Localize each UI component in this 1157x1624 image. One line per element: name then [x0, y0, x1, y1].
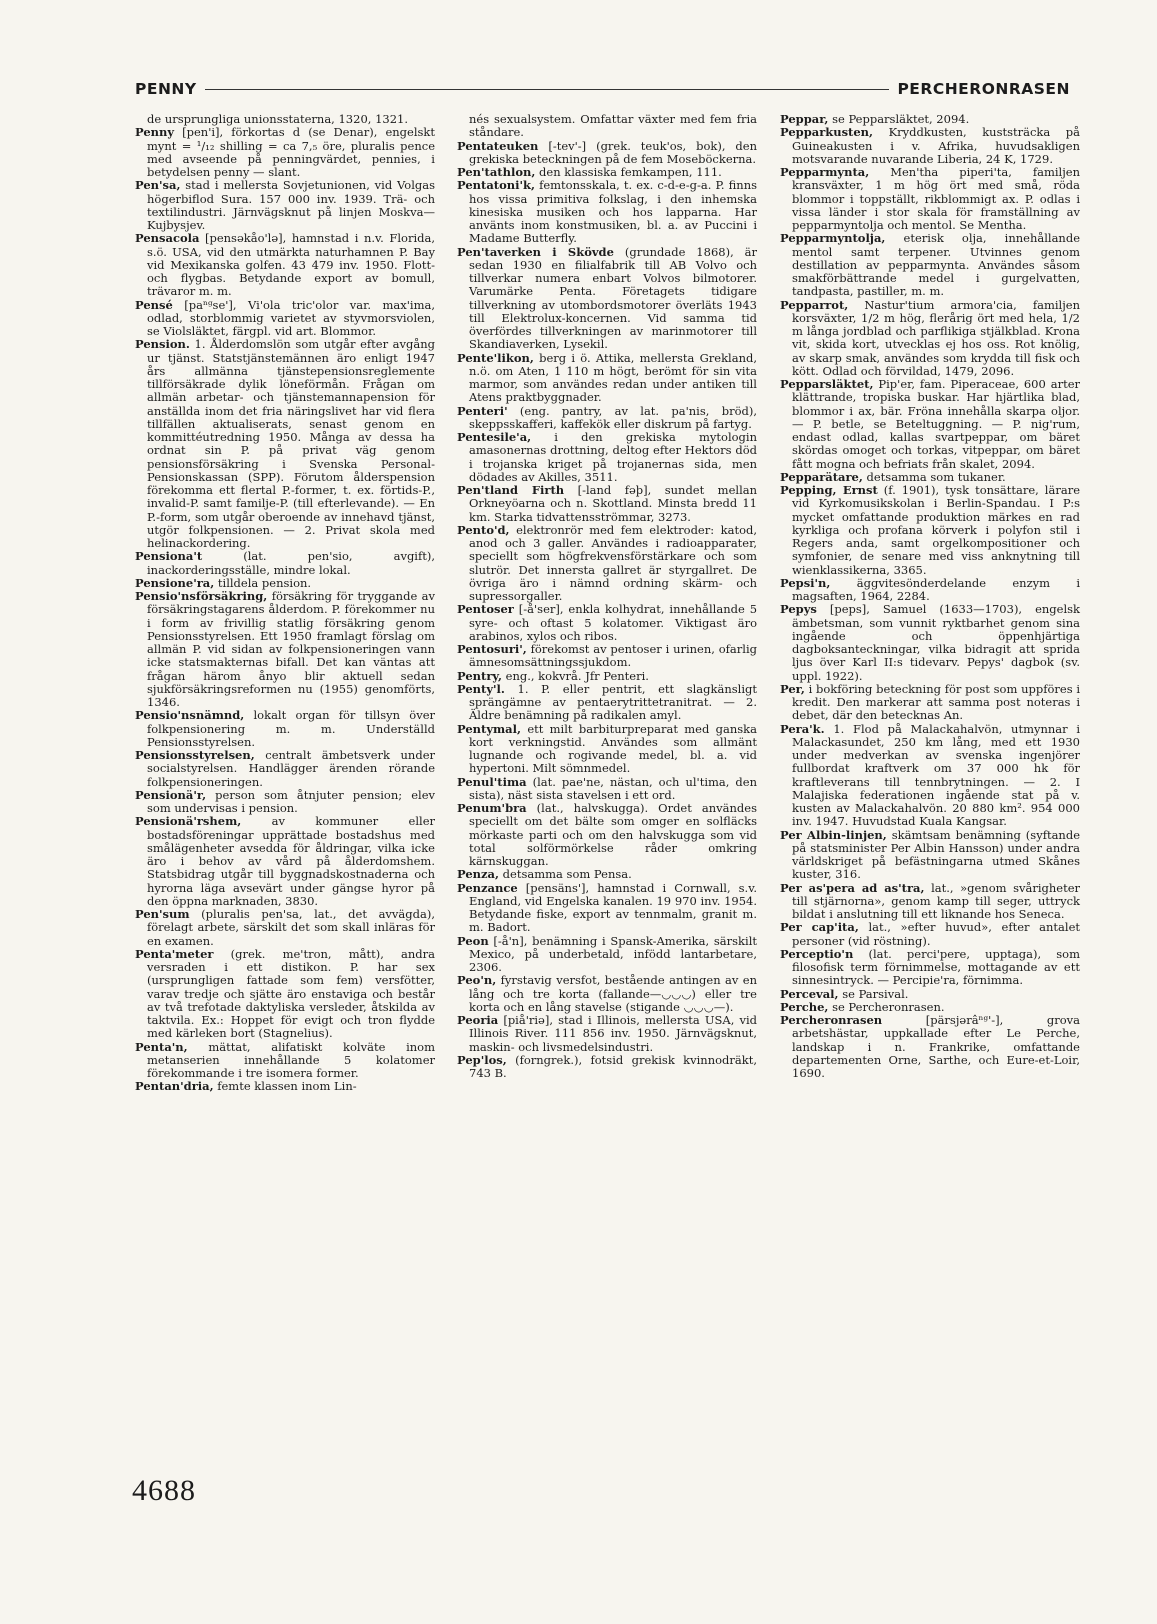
entry-text: äggvitesönderdelande enzym i magsaften, 1964, 2284. [792, 575, 1081, 603]
entry-text: [-å'ser], enkla kolhydrat, innehållande 5 syre- och oftast 5 kolatomer. Viktigast äro arabinos, xylos och ribos. [469, 602, 758, 643]
dictionary-entry [780, 166, 1080, 232]
header-right-keyword: PERCHERONRASEN [897, 80, 1070, 98]
entry-headword: Penty'l. [457, 681, 505, 696]
entry-headword: Pen'taverken i Skövde [457, 244, 614, 259]
entry-text: se Pepparsläktet, 2094. [832, 112, 970, 126]
dictionary-entry [135, 113, 435, 126]
entry-text: av kommuner eller bostadsföreningar upprättade bostadshus med smålägenheter avsedda för åldringar, vilka icke äro i behov av vård på ålderdomshem. Statsbidrag utgår till byggnadskostnaderna och hyrorna läga avsevärt under gängse hyror på den öppna marknaden, 3830. [147, 814, 435, 908]
entry-text: [-tev'-] (grek. teuk'os, bok), den grekiska beteckningen på de fem Moseböckerna. [469, 138, 758, 166]
entry-headword: Pensionä'r, [135, 787, 207, 802]
entry-headword: Penteri' [457, 403, 508, 418]
dictionary-entry [135, 550, 435, 577]
dictionary-entry [135, 709, 435, 749]
entry-headword: Pentan'dria, [135, 1079, 214, 1094]
entry-headword: Pen'sum [135, 907, 190, 921]
entry-headword: Per as'pera ad as'tra, [780, 880, 925, 895]
dictionary-entry [457, 776, 757, 803]
entry-text: lokalt organ för tillsyn över folkpensionering m. m. Underställd Pensionsstyrelsen. [147, 708, 435, 749]
dictionary-entry [457, 643, 757, 670]
dictionary-entry [135, 232, 435, 298]
dictionary-entry [457, 1014, 757, 1054]
entry-headword: Pente'likon, [457, 350, 534, 365]
entry-headword: Pensione'ra, [135, 575, 215, 590]
entry-headword: Pen'sa, [135, 178, 181, 193]
entry-headword: Pepparmynta, [780, 165, 870, 179]
entry-text: Nastur'tium armora'cia, familjen korsväxter, 1/2 m hög, flerårig ört med hela, 1/2 m långa jordblad och parflikiga stjälkblad. Krona vit, skida kort, utvecklas ej hos oss. Rot knölig, av skarp smak, användes som krydda till fisk och kött. Odlad och förvildad, 1479, 2096. [792, 297, 1080, 378]
dictionary-entry [457, 1054, 757, 1081]
dictionary-entry [135, 908, 435, 948]
entry-headword: Pepsi'n, [780, 575, 831, 590]
entry-text: Pip'er, fam. Piperaceae, 600 arter klättrande, tropiska buskar. Har hjärtlika blad, blommor i ax, bär. Fröna innehålla skarpa oljor. — P. betle, se Beteltuggning. — P. nig'rum, endast odlad, kallas svartpeppar, om bäret skördas omoget och torkas, vitpeppar, om bäret fått mogna och befriats från skalet, 2094. [792, 377, 1080, 471]
column-2 [457, 113, 757, 1080]
entry-text: Kryddkusten, kuststräcka på Guineakusten i v. Afrika, huvudsakligen motsvarande nuvarande Liberia, 24 K, 1729. [792, 125, 1080, 166]
dictionary-entry [780, 232, 1080, 298]
entry-text: nés sexualsystem. Omfattar växter med fem fria ståndare. [469, 112, 757, 140]
dictionary-entry [457, 405, 757, 432]
entry-text: försäkring för tryggande av försäkringstagarens ålderdom. P. förekommer nu i form av frivillig statlig försäkring genom Pensionsstyrelsen. Ett 1950 framlagt förslag om allmän P. vid sidan av folkpensioneringen vann icke statsmakternas bifall. Det kan väntas att frågan härom ånyo blir aktuell sedan sjukförsäkringsreformen nu (1955) genomförts, 1346. [147, 589, 435, 709]
dictionary-entry [780, 471, 1080, 484]
entry-text: [pen'i], förkortas d (se Denar), engelskt mynt = ¹/₁₂ shilling = ca 7,₅ öre, pluralis pence med avseende på penningvärdet, pennies, i betydelsen penny — slant. [147, 125, 435, 179]
entry-text: [-land fəþ], sundet mellan Orkneyöarna och n. Skottland. Minsta bredd 11 km. Starka tidvattensströmmar, 3273. [469, 483, 758, 524]
entry-headword: Pepparrot, [780, 297, 849, 312]
entry-text: eng., kokvrå. Jfr Penteri. [505, 668, 649, 683]
entry-headword: Pensionä'rshem, [135, 814, 242, 829]
column-3 [780, 113, 1080, 1080]
entry-headword: Penul'tima [457, 774, 527, 789]
entry-headword: Pen'tathlon, [457, 165, 536, 179]
entry-headword: Pentateuken [457, 138, 539, 153]
dictionary-entry [780, 1001, 1080, 1014]
entry-text: mättat, alifatiskt kolväte inom metanserien innehållande 5 kolatomer förekommande i tre isomera former. [147, 1039, 435, 1080]
entry-headword: Perceptio'n [780, 946, 854, 961]
entry-headword: Penza, [457, 867, 500, 882]
dictionary-entry [457, 484, 757, 524]
dictionary-entry [135, 789, 435, 816]
entry-text: (lat. pae'ne, nästan, och ul'tima, den sista), näst sista stavelsen i ett ord. [469, 774, 758, 802]
entry-text: i den grekiska mytologin amasonernas drottning, deltog efter Hektors död i trojanska kriget på trojanernas sida, men dödades av Akilles, 3511. [469, 430, 757, 484]
dictionary-entry [457, 352, 757, 405]
dictionary-entry [135, 179, 435, 232]
entry-headword: Per, [780, 681, 805, 696]
entry-text: (lat., halvskugga). Ordet användes speciellt om det bälte som omger en solfläcks mörkaste parti och om den halvskugga som vid total solförmörkelse råder omkring kärnskuggan. [469, 801, 757, 868]
page-header [135, 78, 1070, 100]
entry-text: [pärsjərâⁿᵍ'-], grova arbetshästar, uppkallade efter Le Perche, landskap i n. Frankrike, omfattande departementen Orne, Sarthe, och Eure-et-Loir, 1690. [792, 1013, 1080, 1080]
dictionary-entry [457, 802, 757, 868]
entry-headword: Peoria [457, 1013, 499, 1027]
dictionary-entry [780, 577, 1080, 604]
entry-headword: Penta'n, [135, 1039, 188, 1054]
dictionary-entry [457, 140, 757, 167]
dictionary-entry [457, 935, 757, 975]
entry-headword: Pensio'nsförsäkring, [135, 589, 268, 603]
dictionary-entry [457, 868, 757, 881]
entry-headword: Pepparkusten, [780, 125, 874, 140]
dictionary-entry [457, 670, 757, 683]
entry-text: (pluralis pen'sa, lat., det avvägda), förelagt arbete, särskilt det som skall inläras för en examen. [147, 907, 436, 948]
entry-headword: Pentymal, [457, 721, 522, 736]
dictionary-entry [457, 683, 757, 723]
entry-headword: Percheronrasen [780, 1013, 883, 1027]
dictionary-entry [457, 603, 757, 643]
dictionary-entry [457, 166, 757, 179]
entry-headword: Pensionsstyrelsen, [135, 748, 255, 762]
dictionary-entry [135, 590, 435, 709]
entry-text: eterisk olja, innehållande mentol samt terpener. Utvinnes genom destillation av pepparmynta. Användes såsom smakförbättrande medel i gurgelvatten, tandpasta, pastiller, m. m. [792, 231, 1080, 299]
entry-text: se Parsival. [842, 986, 909, 1001]
entry-headword: Pensio'nsnämnd, [135, 708, 245, 723]
entry-headword: Pentoser [457, 602, 514, 617]
entry-headword: Pension. [135, 337, 190, 352]
entry-headword: Pensacola [135, 231, 200, 246]
entry-text: [peps], Samuel (1633—1703), engelsk ämbetsman, som vunnit ryktbarhet genom sina ingående och öppenhjärtiga dagboksanteckningar, vilka bidragit att sprida ljus över Karl II:s tidevarv. Pepys' dagbok (sv. uppl. 1922). [792, 602, 1080, 683]
entry-headword: Pepys [780, 602, 817, 617]
dictionary-entry [780, 126, 1080, 166]
entry-headword: Peppar, [780, 112, 829, 126]
dictionary-entry [780, 113, 1080, 126]
entry-headword: Perceval, [780, 986, 839, 1001]
entry-text: person som åtnjuter pension; elev som undervisas i pension. [147, 787, 435, 815]
entry-headword: Pepparätare, [780, 469, 863, 484]
dictionary-entry [780, 988, 1080, 1001]
entry-text: den klassiska femkampen, 111. [539, 165, 722, 179]
entry-headword: Penum'bra [457, 801, 527, 815]
entry-text: [piå'riə], stad i Illinois, mellersta USA, vid Illinois River. 111 856 inv. 1950. Järnvägsknut, maskin- och livsmedelsindustri. [469, 1013, 757, 1054]
dictionary-entry [780, 829, 1080, 882]
entry-text: (forngrek.), fotsid grekisk kvinnodräkt, 743 B. [469, 1052, 757, 1080]
entry-text: 1. Flod på Malackahalvön, utmynnar i Malackasundet, 250 km lång, med ett 1930 under medverkan av svenska ingenjörer fullbordat kraftverk om 37 000 hk för kraftleverans till tennbrytningen. — 2. I Malajiska federationen ingående stat på v. kusten av Malackahalvön. 20 880 km². 954 000 inv. 1947. Huvudstad Kuala Kangsar. [792, 721, 1081, 829]
entry-text: stad i mellersta Sovjetunionen, vid Volgas högerbiflod Sura. 157 000 inv. 1939. Trä- och textilindustri. Järnvägsknut på linjen Moskva—Kujbysjev. [147, 178, 435, 232]
entry-headword: Pentatoni'k, [457, 178, 535, 193]
entry-text: fyrstavig versfot, bestående antingen av en lång och tre korta (fallande—◡◡◡) eller tre korta och en lång stavelse (stigande ◡◡◡—). [469, 973, 757, 1014]
entry-headword: Pepping, Ernst [780, 483, 878, 497]
entry-text: (lat. pen'sio, avgift), inackorderingsställe, mindre lokal. [147, 549, 436, 577]
entry-text: förekomst av pentoser i urinen, ofarlig ämnesomsättningssjukdom. [469, 642, 757, 670]
dictionary-entry [780, 882, 1080, 922]
column-1 [135, 113, 435, 1094]
entry-headword: Pensé [135, 297, 173, 312]
entry-text: centralt ämbetsverk under socialstyrelsen. Handlägger ärenden rörande folkpensioneringen. [147, 748, 435, 789]
dictionary-entry [135, 126, 435, 179]
dictionary-entry [457, 723, 757, 776]
entry-headword: Penzance [457, 880, 518, 895]
entry-text: lat., »efter huvud», efter antalet personer (vid röstning). [792, 920, 1080, 948]
entry-headword: Pep'los, [457, 1052, 507, 1067]
dictionary-entry [457, 431, 757, 484]
dictionary-entry [780, 921, 1080, 948]
entry-text: Men'tha piperi'ta, familjen kransväxter, 1 m hög ört med små, röda blommor i toppställt, rikblommigt ax. P. odlas i vissa länder i stor skala för framställning av pepparmyntolja och mentol. Se Mentha. [792, 165, 1080, 232]
entry-headword: Pentosuri', [457, 642, 527, 656]
entry-text: [pensəkåo'lə], hamnstad i n.v. Florida, s.ö. USA, vid den utmärkta naturhamnen P. Bay vid Mexikanska golfen. 43 479 inv. 1950. Flott- och flygbas. Betydande export av bomull, trävaror m. m. [147, 231, 435, 299]
entry-text: (grek. me'tron, mått), andra versraden i ett distikon. P. har sex (ursprungligen fattade som fem) versfötter, varav tredje och sjätte äro enstaviga och består av två trefotade daktyliska versleder, åtskilda av taktvila. Ex.: Hoppet för evigt och tron flydde med kärleken bort (Stagnelius). [147, 946, 436, 1041]
dictionary-entry [457, 246, 757, 352]
entry-headword: Peon [457, 933, 489, 948]
entry-text: tilldela pension. [217, 575, 312, 590]
dictionary-entry [135, 1080, 435, 1093]
entry-text: ett milt barbiturpreparat med ganska kort verkningstid. Användes som allmänt lugnande och rogivande medel, bl. a. vid hypertoni. Milt sömnmedel. [469, 721, 757, 776]
entry-text: skämtsam benämning (syftande på statsminister Per Albin Hansson) under andra världskriget på befästningarna utmed Skånes kuster, 316. [792, 827, 1081, 882]
entry-text: detsamma som tukaner. [866, 469, 1006, 484]
header-left-keyword: PENNY [135, 80, 197, 98]
dictionary-entry [780, 603, 1080, 683]
entry-text: [pensäns'], hamnstad i Cornwall, s.v. England, vid Engelska kanalen. 19 970 inv. 1954. Betydande fiske, export av tennmalm, granit m. m. Badort. [469, 880, 757, 935]
entry-headword: Pensiona't [135, 549, 203, 564]
entry-headword: Penta'meter [135, 946, 214, 961]
entry-text: de ursprungliga unionsstaterna, 1320, 1321. [147, 112, 408, 126]
dictionary-entry [457, 113, 757, 140]
dictionary-entry [780, 299, 1080, 379]
entry-text: 1. P. eller pentrit, ett slagkänsligt sprängämne av pentaerytrittetranitrat. — 2. Äldre benämning på radikalen amyl. [469, 681, 757, 723]
entry-headword: Per cap'ita, [780, 920, 859, 935]
entry-text: femte klassen inom Lin- [217, 1079, 357, 1094]
dictionary-entry [457, 974, 757, 1014]
dictionary-entry [135, 299, 435, 339]
entry-text: elektronrör med fem elektroder: katod, anod och 3 galler. Användes i radioapparater, speciellt som högfrekvensförstärkare och som slutrör. Det innersta gallret är styrgallret. De övriga äro i nämnd ordning skärm- och supressorgaller. [469, 522, 758, 603]
entry-headword: Per Albin-linjen, [780, 827, 887, 842]
dictionary-entry [135, 815, 435, 908]
dictionary-entry [457, 882, 757, 935]
entry-text: [-å'n], benämning i Spansk-Amerika, särskilt Mexico, på underbetald, infödd lantarbetare, 2306. [469, 933, 757, 974]
entry-text: se Percheronrasen. [832, 999, 945, 1014]
dictionary-entry [457, 524, 757, 604]
entry-headword: Pepparsläktet, [780, 377, 874, 391]
dictionary-entry [457, 179, 757, 245]
dictionary-entry [780, 948, 1080, 988]
entry-headword: Pentesile'a, [457, 430, 532, 444]
entry-headword: Pento'd, [457, 522, 510, 537]
entry-headword: Pepparmyntolja, [780, 231, 886, 246]
entry-headword: Peo'n, [457, 973, 497, 988]
entry-text: (lat. perci'pere, upptaga), som filosofisk term förnimmelse, mottagande av ett sinnesintryck. — Percipie'ra, förnimma. [792, 946, 1080, 988]
entry-text: 1. Ålderdomslön som utgår efter avgång ur tjänst. Statstjänstemännen äro enligt 1947 års allmänna tjänstepensionsreglemente tillförsäkrade dylik löneförmån. Frågan om allmän arbetar- och tjänstemannapension för anställda inom det fria näringslivet har vid flera tillfällen aktualiserats, senast genom en kommittéutredning 1950. Många av dessa ha ordnat sin P. på privat väg genom pensionsförsäkring i Svenska Personal-Pensionskassan (SPP). Förutom ålderspension förekomma ett flertal P.-former, t. ex. förtids-P., invalid-P. samt familje-P. (till efterlevande). — En P.-form, som utgår oberoende av innehavd tjänst, utgör folkpensionen. — 2. Privat skola med helinackordering. [147, 337, 436, 550]
entry-headword: Pera'k. [780, 721, 825, 736]
dictionary-entry [780, 1014, 1080, 1080]
dictionary-entry [135, 749, 435, 789]
entry-text: (eng. pantry, av lat. pa'nis, bröd), skeppsskafferi, kaffekök eller diskrum på fartyg. [469, 403, 757, 431]
dictionary-entry [780, 683, 1080, 723]
entry-text: (f. 1901), tysk tonsättare, lärare vid Kyrkomusikskolan i Berlin-Spandau. I P:s mycket omfattande produktion märkes en rad kyrkliga och profana körverk i polyfon stil i Regers anda, samt orgelkompositioner och symfonier, de senare med viss anknytning till wienklassikerna, 3365. [792, 483, 1080, 577]
dictionary-entry [135, 948, 435, 1041]
entry-text: lat., »genom svårigheter till stjärnorna», genom kamp till seger, uttryck bildat i anslutning till ett liknande hos Seneca. [792, 880, 1080, 921]
entry-headword: Perche, [780, 999, 829, 1014]
dictionary-entry [135, 577, 435, 590]
dictionary-entry [135, 1041, 435, 1081]
dictionary-entry [135, 338, 435, 550]
entry-headword: Pentry, [457, 668, 502, 683]
entry-text: i bokföring beteckning för post som uppföres i kredit. Den markerar att samma post noteras i debet, där den betecknas An. [792, 681, 1080, 723]
header-rule [205, 89, 890, 90]
dictionary-entry [780, 484, 1080, 577]
entry-text: [paⁿᵍse'], Vi'ola tric'olor var. max'ima, odlad, storblommig varietet av styvmorsviolen, se Violsläktet, färgpl. vid art. Blommor. [147, 297, 435, 338]
entry-headword: Pen'tland Firth [457, 483, 565, 497]
entry-text: femtonsskala, t. ex. c-d-e-g-a. P. finns hos vissa primitiva folkslag, i den inhemska kinesiska musiken och hos lapparna. Har använts inom konstmusiken, bl. a. av Puccini i Madame Butterfly. [469, 178, 758, 246]
entry-text: (grundade 1868), är sedan 1930 en filialfabrik till AB Volvo och tillverkar numera enbart Volvos bilmotorer. Varumärke Penta. Företagets tidigare tillverkning av utombordsmotorer överläts 1943 till Elektrolux-koncernen. Vid samma tid överfördes tillverkningen av marinmotorer till Skandiaverken, Lysekil. [469, 244, 757, 352]
entry-text: berg i ö. Attika, mellersta Grekland, n.ö. om Aten, 1 110 m högt, berömt för sin vita marmor, som användes redan under antiken till Atens praktbyggnader. [469, 350, 758, 405]
entry-headword: Penny [135, 125, 175, 140]
dictionary-entry [780, 723, 1080, 829]
entry-text: detsamma som Pensa. [502, 867, 632, 882]
dictionary-entry [780, 378, 1080, 471]
page-number: 4688 [132, 1474, 196, 1507]
